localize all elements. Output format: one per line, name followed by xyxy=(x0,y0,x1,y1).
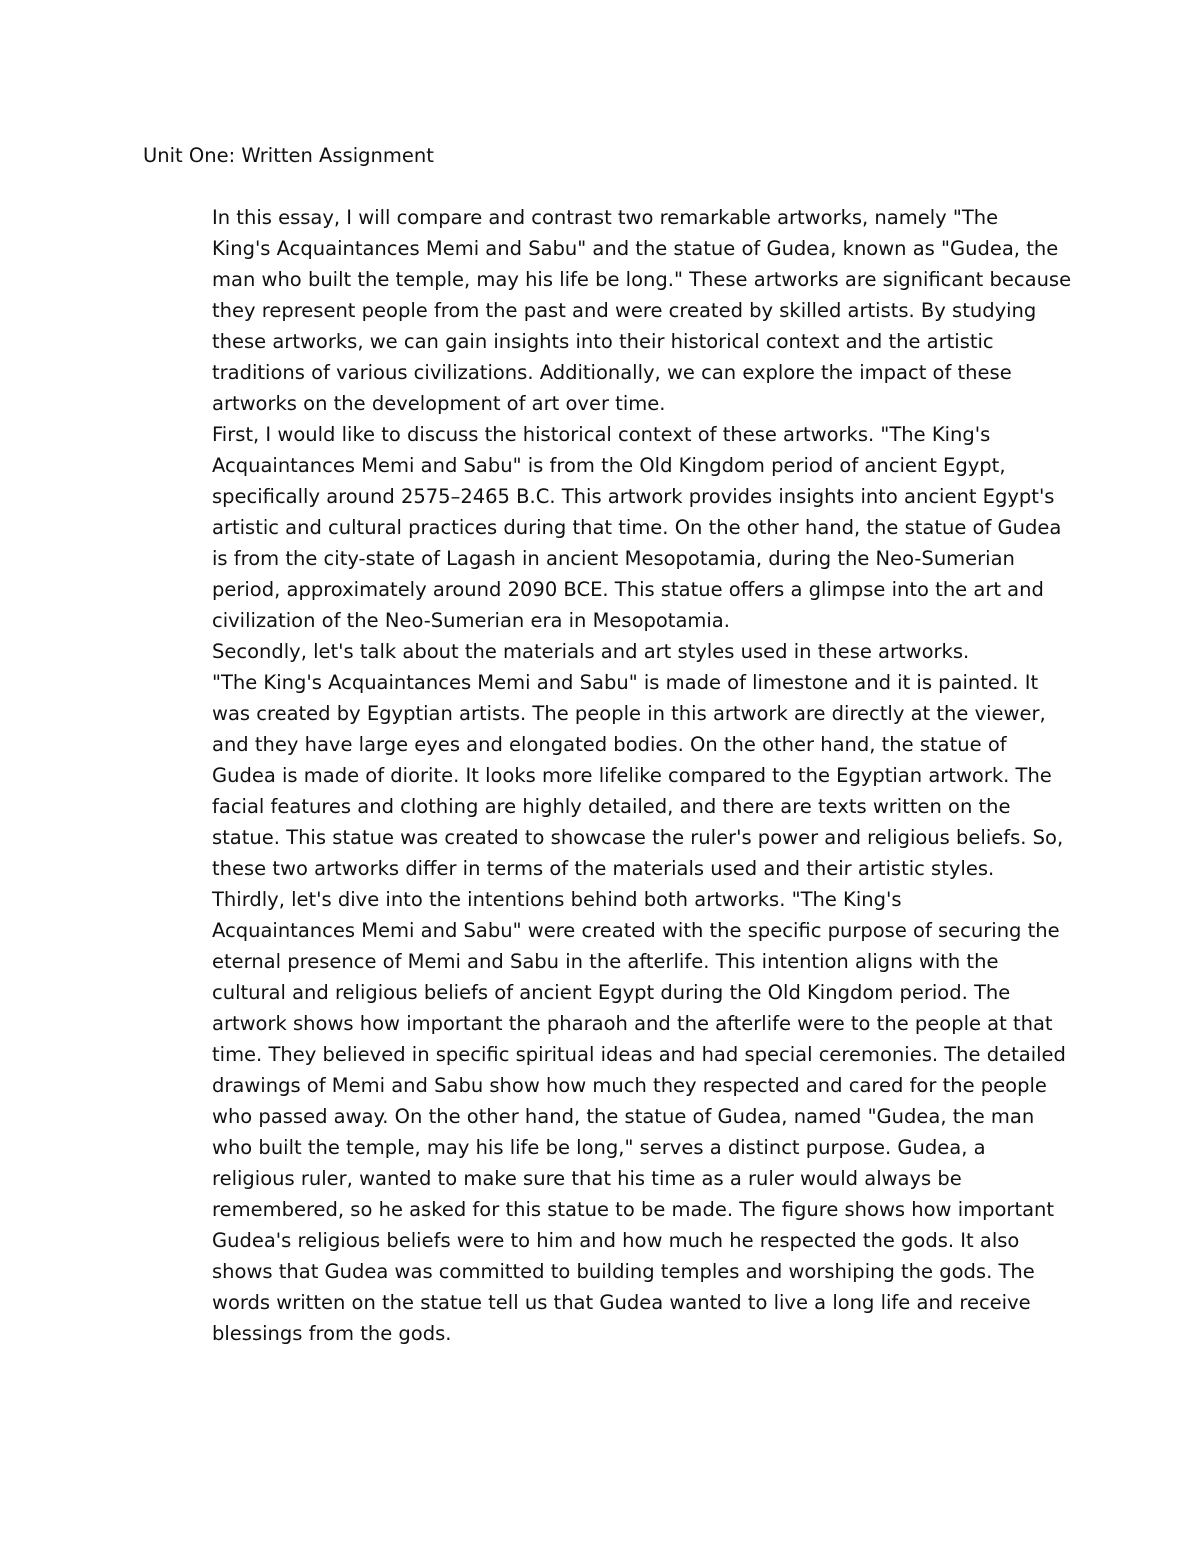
text-line: facial features and clothing are highly detailed, and there are texts written on the xyxy=(212,795,1011,818)
text-line: words written on the statue tell us that Gudea wanted to live a long life and receive xyxy=(212,1291,1031,1314)
text-line: statue. This statue was created to showcase the ruler's power and religious beliefs. So, xyxy=(212,826,1064,849)
text-line: was created by Egyptian artists. The people in this artwork are directly at the viewer, xyxy=(212,702,1046,725)
paragraph-4 xyxy=(143,884,1066,1349)
paragraph-container xyxy=(143,202,1072,1349)
paragraph-3 xyxy=(143,636,1063,884)
text-line: man who built the temple, may his life be long." These artworks are significant because xyxy=(212,268,1072,291)
text-line: First, I would like to discuss the historical context of these artworks. "The King's xyxy=(212,423,991,446)
document-title: Unit One: Written Assignment xyxy=(143,144,434,167)
text-line: drawings of Memi and Sabu show how much they respected and cared for the people xyxy=(212,1074,1047,1097)
text-line: religious ruler, wanted to make sure that his time as a ruler would always be xyxy=(212,1167,962,1190)
text-line: who built the temple, may his life be long," serves a distinct purpose. Gudea, a xyxy=(212,1136,986,1159)
text-line: these two artworks differ in terms of the materials used and their artistic styles. xyxy=(212,857,995,880)
text-line: artwork shows how important the pharaoh and the afterlife were to the people at that xyxy=(212,1012,1053,1035)
text-line: cultural and religious beliefs of ancient Egypt during the Old Kingdom period. The xyxy=(212,981,1011,1004)
text-line: Thirdly, let's dive into the intentions behind both artworks. "The King's xyxy=(212,888,902,911)
text-line: eternal presence of Memi and Sabu in the afterlife. This intention aligns with the xyxy=(212,950,999,973)
text-line: specifically around 2575–2465 B.C. This artwork provides insights into ancient Egypt's xyxy=(212,485,1055,508)
text-line: and they have large eyes and elongated bodies. On the other hand, the statue of xyxy=(212,733,1007,756)
text-line: civilization of the Neo-Sumerian era in Mesopotamia. xyxy=(212,609,730,632)
text-line: these artworks, we can gain insights into their historical context and the artistic xyxy=(212,330,994,353)
text-line: who passed away. On the other hand, the statue of Gudea, named "Gudea, the man xyxy=(212,1105,1035,1128)
text-line: traditions of various civilizations. Additionally, we can explore the impact of these xyxy=(212,361,1012,384)
text-line: Secondly, let's talk about the materials and art styles used in these artworks. xyxy=(212,640,970,663)
text-line: Acquaintances Memi and Sabu" were created with the specific purpose of securing the xyxy=(212,919,1060,942)
text-line: remembered, so he asked for this statue to be made. The figure shows how important xyxy=(212,1198,1055,1221)
text-line: Acquaintances Memi and Sabu" is from the Old Kingdom period of ancient Egypt, xyxy=(212,454,1006,477)
text-line: Gudea's religious beliefs were to him and how much he respected the gods. It also xyxy=(212,1229,1020,1252)
text-line: blessings from the gods. xyxy=(212,1322,452,1345)
text-line: King's Acquaintances Memi and Sabu" and the statue of Gudea, known as "Gudea, the xyxy=(212,237,1059,260)
paragraph-2 xyxy=(143,419,1063,636)
text-line: is from the city-state of Lagash in ancient Mesopotamia, during the Neo-Sumerian xyxy=(212,547,1015,570)
text-line: artistic and cultural practices during that time. On the other hand, the statue of Gudea xyxy=(212,516,1062,539)
text-line: In this essay, I will compare and contrast two remarkable artworks, namely "The xyxy=(212,206,999,229)
text-line: "The King's Acquaintances Memi and Sabu" is made of limestone and it is painted. It xyxy=(212,671,1039,694)
text-line: shows that Gudea was committed to building temples and worshiping the gods. The xyxy=(212,1260,1035,1283)
text-line: they represent people from the past and were created by skilled artists. By studying xyxy=(212,299,1037,322)
paragraph-1 xyxy=(143,202,1072,419)
text-line: time. They believed in specific spiritual ideas and had special ceremonies. The detailed xyxy=(212,1043,1066,1066)
text-line: period, approximately around 2090 BCE. This statue offers a glimpse into the art and xyxy=(212,578,1044,601)
text-line: artworks on the development of art over time. xyxy=(212,392,666,415)
document-body xyxy=(143,140,1072,1349)
text-line: Gudea is made of diorite. It looks more lifelike compared to the Egyptian artwork. The xyxy=(212,764,1052,787)
